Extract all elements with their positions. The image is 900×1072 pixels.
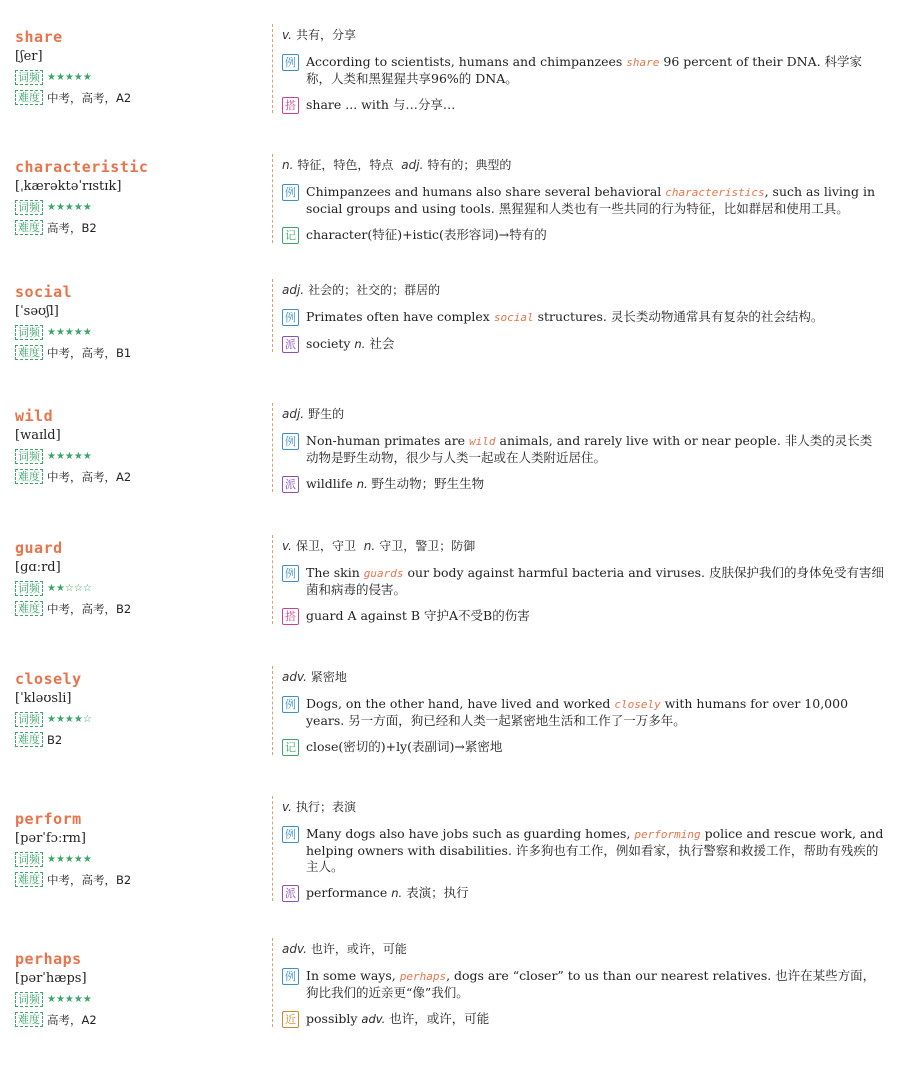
example-sentence [282,184,884,217]
difficulty-level: 中考，高考，B2 [47,872,132,887]
part-of-speech: adj. [282,407,305,421]
note-meaning: 野生动物；野生生物 [367,476,485,491]
frequency-tag: 词频 [15,449,43,464]
difficulty-level: 中考，高考，A2 [47,90,132,105]
example-text: Chimpanzees and humans also share several behavioral [306,184,666,199]
example-sentence [282,565,884,598]
headword: guard [15,539,63,557]
example-highlight: social [493,311,534,324]
example-sentence [282,968,884,1001]
difficulty-tag: 难度 [15,601,43,616]
phonetic: [ʃer] [15,49,43,64]
definition [282,535,884,555]
frequency-row [15,711,265,728]
note-row [282,885,884,901]
headword: perform [15,810,82,828]
headword: wild [15,407,54,425]
definition-panel [272,403,884,492]
frequency-stars-icon: ★★★★★ [47,202,92,213]
phonetic: [ˈsəʊʃl] [15,304,59,319]
note-row [282,97,884,113]
part-of-speech: v. [282,800,292,814]
part-of-speech-2: n. [363,539,376,553]
meaning-2: 特有的；典型的 [427,158,512,172]
definition-panel [272,154,884,243]
phonetic: [pərˈhæps] [15,971,87,986]
example-sentence [282,826,884,875]
phonetic: [ɡɑːrd] [15,560,61,575]
definition [282,403,884,423]
part-of-speech: adj. [282,283,305,297]
difficulty-level: 高考，B2 [47,220,97,235]
part-of-speech: n. [282,158,294,172]
headword: perhaps [15,950,82,968]
example-sentence [282,696,884,729]
derived-badge-icon: 派 [282,336,299,353]
headword: characteristic [15,158,149,176]
word-info [15,28,265,106]
definition [282,938,884,958]
meaning: 特征，特色，特点 [297,158,394,172]
example-highlight: closely [614,698,661,711]
difficulty-row [15,344,265,361]
example-text-rest: with humans for over 10,000 years. 另一方面，狗已经和人类一起紧密地生活和工作了一万多年。 [306,696,849,728]
example-badge-icon: 例 [282,968,299,985]
meaning: 也许，或许，可能 [310,942,407,956]
collocation-badge-icon: 搭 [282,608,299,625]
note-text: close(密切的)+ly(表副词)→紧密地 [306,739,503,754]
difficulty-tag: 难度 [15,90,43,105]
frequency-tag: 词频 [15,852,43,867]
word-info [15,670,265,748]
part-of-speech: v. [282,28,292,42]
definition-panel [272,24,884,113]
difficulty-row [15,219,265,236]
difficulty-level: 中考，高考，A2 [47,469,132,484]
memory-badge-icon: 记 [282,227,299,244]
example-badge-icon: 例 [282,433,299,450]
note-row [282,1011,884,1027]
example-highlight: characteristics [665,186,765,199]
note-pos: n. [391,886,403,900]
derived-badge-icon: 派 [282,885,299,902]
note-row [282,476,884,492]
example-sentence [282,54,884,87]
definition-panel [272,938,884,1027]
frequency-row [15,851,265,868]
definition-panel [272,279,884,352]
headword: share [15,28,63,46]
note-meaning: 也许，或许，可能 [385,1011,490,1026]
word-info [15,283,265,361]
example-text: In some ways, [306,968,400,983]
definition [282,24,884,44]
frequency-row [15,448,265,465]
frequency-tag: 词频 [15,200,43,215]
meaning: 紧密地 [310,670,347,684]
note-pos: adv. [361,1012,386,1026]
example-text: Dogs, on the other hand, have lived and worked [306,696,615,711]
meaning: 野生的 [308,407,345,421]
phonetic: [ˌkærəktəˈrɪstɪk] [15,179,122,194]
frequency-tag: 词频 [15,325,43,340]
example-highlight: perhaps [399,970,447,983]
example-highlight: wild [469,435,496,448]
example-badge-icon: 例 [282,54,299,71]
frequency-row [15,580,265,597]
difficulty-tag: 难度 [15,220,43,235]
difficulty-row [15,871,265,888]
frequency-stars-icon: ★★★★★ [47,327,92,338]
difficulty-tag: 难度 [15,469,43,484]
difficulty-tag: 难度 [15,345,43,360]
example-text: Primates often have complex [306,309,494,324]
word-info [15,539,265,617]
frequency-stars-icon: ★★★★☆ [47,714,92,725]
part-of-speech: adv. [282,942,307,956]
frequency-stars-icon: ★★★★★ [47,854,92,865]
note-row [282,739,884,755]
example-badge-icon: 例 [282,565,299,582]
difficulty-level: 中考，高考，B2 [47,601,132,616]
definition [282,666,884,686]
definition [282,154,884,174]
frequency-tag: 词频 [15,581,43,596]
frequency-tag: 词频 [15,70,43,85]
example-text: The skin [306,565,364,580]
frequency-row [15,199,265,216]
example-text-rest: our body against harmful bacteria and viruses. 皮肤保护我们的身体免受有害细菌和病毒的侵害。 [306,565,884,597]
difficulty-row [15,1011,265,1028]
collocation-badge-icon: 搭 [282,97,299,114]
frequency-stars-icon: ★★★★★ [47,451,92,462]
difficulty-tag: 难度 [15,872,43,887]
difficulty-tag: 难度 [15,1012,43,1027]
memory-badge-icon: 记 [282,739,299,756]
derived-badge-icon: 派 [282,476,299,493]
meaning: 执行；表演 [295,800,356,814]
frequency-tag: 词频 [15,992,43,1007]
example-text-rest: 96 percent of their DNA. 科学家称，人类和黑猩猩共享96%的 DNA。 [306,54,863,86]
note-text: performance [306,885,392,900]
difficulty-row [15,468,265,485]
example-highlight: performing [634,828,701,841]
difficulty-level: 高考，A2 [47,1012,97,1027]
meaning: 保卫，守卫 [295,539,356,553]
note-text: share ... with 与…分享… [306,97,456,112]
meaning: 社会的；社交的；群居的 [308,283,441,297]
example-text-rest: , such as living in social groups and using tools. 黑猩猩和人类也有一些共同的行为特征，比如群居和使用工具。 [306,184,876,216]
definition [282,796,884,816]
example-sentence [282,309,884,326]
note-meaning: 表演；执行 [402,885,469,900]
frequency-stars-icon: ★★★★★ [47,72,92,83]
example-badge-icon: 例 [282,826,299,843]
difficulty-row [15,731,265,748]
example-sentence [282,433,884,466]
definition-panel [272,666,884,755]
note-row [282,227,884,243]
phonetic: [waɪld] [15,428,61,443]
note-text: guard A against B 守护A不受B的伤害 [306,608,530,623]
difficulty-row [15,89,265,106]
difficulty-level: 中考，高考，B1 [47,345,132,360]
frequency-stars-icon: ★★★★★ [47,994,92,1005]
example-highlight: share [626,56,660,69]
note-row [282,608,884,624]
difficulty-row [15,600,265,617]
meaning-2: 守卫，警卫；防御 [379,539,476,553]
word-info [15,407,265,485]
note-pos: n. [356,477,368,491]
example-badge-icon: 例 [282,309,299,326]
frequency-row [15,69,265,86]
word-info [15,158,265,236]
example-text: Many dogs also have jobs such as guarding homes, [306,826,635,841]
frequency-stars-icon: ★★☆☆☆ [47,583,92,594]
headword: social [15,283,73,301]
note-text: possibly [306,1011,362,1026]
frequency-row [15,991,265,1008]
frequency-row [15,324,265,341]
difficulty-tag: 难度 [15,732,43,747]
example-highlight: guards [363,567,404,580]
word-info [15,810,265,888]
note-row [282,336,884,352]
meaning: 共有，分享 [295,28,356,42]
example-text-rest: structures. 灵长类动物通常具有复杂的社会结构。 [533,309,824,324]
example-text-rest: , dogs are “closer” to us than our nearest relatives. 也许在某些方面，狗比我们的近亲更“像”我们。 [306,968,876,1000]
note-text: wildlife [306,476,357,491]
note-pos: n. [354,337,366,351]
example-badge-icon: 例 [282,696,299,713]
phonetic: [ˈkləʊsli] [15,691,72,706]
definition-panel [272,535,884,624]
definition [282,279,884,299]
frequency-tag: 词频 [15,712,43,727]
note-meaning: 社会 [365,336,395,351]
note-text: society [306,336,355,351]
example-badge-icon: 例 [282,184,299,201]
definition-panel [272,796,884,901]
example-text: Non-human primates are [306,433,470,448]
headword: closely [15,670,82,688]
part-of-speech: v. [282,539,292,553]
synonym-badge-icon: 近 [282,1011,299,1028]
example-text: According to scientists, humans and chimpanzees [306,54,627,69]
difficulty-level: B2 [47,732,63,747]
note-text: character(特征)+istic(表形容词)→特有的 [306,227,547,242]
part-of-speech-2: adj. [401,158,424,172]
word-info [15,950,265,1028]
part-of-speech: adv. [282,670,307,684]
example-text-rest: police and rescue work, and helping owners with disabilities. 许多狗也有工作，例如看家，执行警察和救援工作，帮助有残疾的主人。 [306,826,884,874]
example-text-rest: animals, and rarely live with or near people. 非人类的灵长类动物是野生动物，很少与人类一起或在人类附近居住。 [306,433,873,465]
phonetic: [pərˈfɔːrm] [15,831,86,846]
